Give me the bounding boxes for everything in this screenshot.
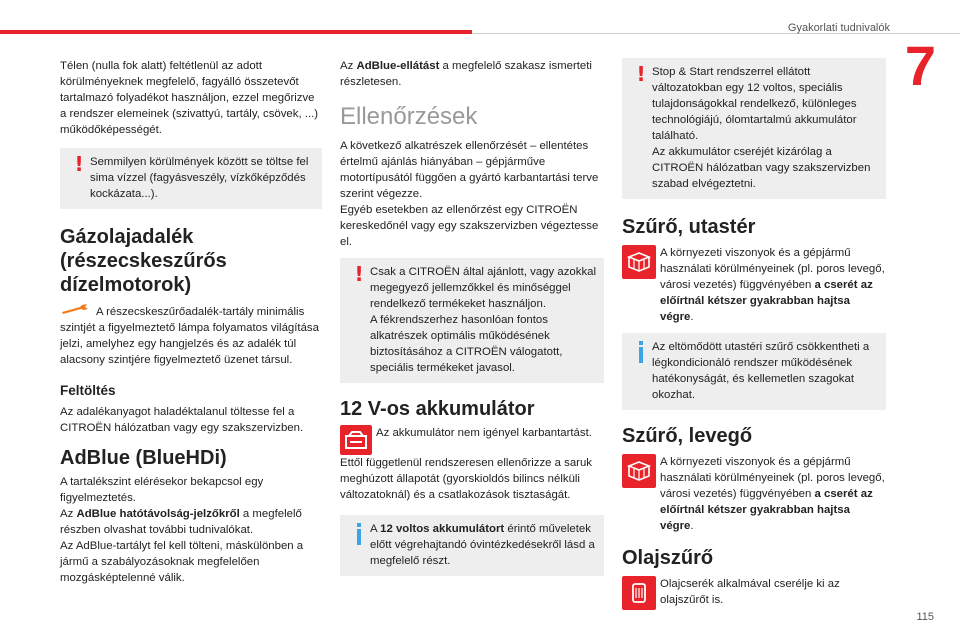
checks-paragraph-2: Egyéb esetekben az ellenőrzést egy CITROËN kereskedőnél vagy egy szakszervizben végeztesse el.	[340, 204, 599, 248]
adblue-paragraph-3: Az AdBlue-tartályt fel kell tölteni, máskülönben a jármű a szabályozásoknak megfelelően mozgásképtelenné válik.	[60, 540, 304, 584]
diesel-additive-block	[60, 303, 322, 368]
oil-filter-icon	[622, 576, 656, 610]
warning-text-2: Az akkumulátor cseréjét kizárólag a CITROËN hálózatban vagy szakszervizben szabad elvégeztetni.	[652, 146, 871, 190]
header-red-bar	[0, 30, 472, 34]
air-filter-block	[622, 454, 886, 534]
page-number: 115	[916, 611, 934, 623]
checks-paragraph-1: A következő alkatrészek ellenőrzését – ellentétes értelmű ajánlás hiányában – gépjárműve motortípusától függően a gyártó karbantartási terve szerint végezze.	[340, 140, 599, 200]
cabin-filter-heading: Szűrő, utastér	[622, 216, 756, 238]
info-text: A 12 voltos akkumulátort érintő műveletek előtt végrehajtandó óvintézkedésekről lásd a megfelelő részt.	[370, 523, 595, 567]
warning-box	[340, 258, 604, 383]
warning-text: Semmilyen körülmények között se töltse fel sima vízzel (fagyásveszély, vízkőképződés kockázata...).	[90, 156, 309, 200]
oil-filter-paragraph: Olajcserék alkalmával cserélje ki az olajszűrőt is.	[660, 578, 840, 606]
column-1	[60, 58, 322, 586]
info-box	[340, 515, 604, 576]
info-icon	[630, 339, 652, 403]
oil-filter-block	[622, 576, 886, 610]
exclamation-warning-icon: !	[74, 152, 84, 176]
diesel-additive-paragraph: A részecskeszűrőadalék-tartály minimális szintjét a figyelmeztető lámpa folyamatos világítása jelzi, amelyhez egy hangjelzés és az adalék túl alacsony szintjére figyelmeztető üzenet társul.	[60, 303, 322, 368]
adblue-fill-paragraph: Az AdBlue-ellátást a megfelelő szakasz ismerteti részletesen.	[340, 60, 592, 88]
battery-block	[340, 425, 604, 455]
info-text: Az eltömődött utastéri szűrő csökkentheti a légkondicionáló rendszer működésének hatékonyságát, és kellemetlen szagokat okozhat.	[652, 341, 870, 401]
warning-text-1: Csak a CITROËN által ajánlott, vagy azokkal megegyező jellemzőkkel és minőséggel rendelkező termékeket használjon.	[370, 266, 597, 310]
column-2	[340, 58, 604, 576]
exclamation-warning-icon: !	[636, 62, 646, 86]
air-filter-heading: Szűrő, levegő	[622, 425, 753, 447]
adblue-paragraph-2: Az AdBlue hatótávolság-jelzőkről a megfelelő részben olvashat további tudnivalókat.	[60, 508, 302, 536]
wrench-icon	[60, 303, 94, 317]
diesel-heading-line2: (részecskeszűrős	[60, 250, 227, 272]
diesel-additive-heading	[60, 225, 322, 297]
exclamation-warning-icon: !	[354, 262, 364, 286]
refill-paragraph: Az adalékanyagot haladéktalanul töltesse fel a CITROËN hálózatban vagy egy szakszervizben.	[60, 406, 304, 434]
info-icon	[348, 521, 370, 569]
air-filter-paragraph: A környezeti viszonyok és a gépjármű használati körülményeinek (pl. poros levegő, városi vezetés) függvényében a cserét az előírtnál kétszer gyakrabban hajtsa végre.	[660, 456, 885, 532]
battery-heading: 12 V-os akkumulátor	[340, 398, 535, 420]
diesel-heading-line3: dízelmotorok)	[60, 274, 192, 296]
diesel-heading-line1: Gázolajadalék	[60, 226, 194, 248]
oil-filter-heading: Olajszűrő	[622, 547, 714, 569]
warning-text-1: Stop & Start rendszerrel ellátott változatokban egy 12 voltos, speciális tulajdonságokkal rendelkező, különleges technológiájú, ólomtartalmú akkumulátor található.	[652, 66, 857, 142]
filter-service-icon	[622, 245, 656, 279]
refill-heading: Feltöltés	[60, 383, 116, 398]
warning-box	[60, 148, 322, 209]
winter-paragraph: Télen (nulla fok alatt) feltétlenül az adott körülményeknek megfelelő, fagyálló összetevőt tartalmazó folyadékot használjon, ezzel megőrizve a rendszer elemeinek (szivattyú, tartály, csövek, ...) működőképességét.	[60, 60, 319, 136]
chapter-number: 7	[904, 34, 936, 97]
section-title: Gyakorlati tudnivalók	[787, 22, 890, 34]
cabin-filter-block	[622, 245, 886, 325]
adblue-paragraph-1: A tartalékszint elérésekor bekapcsol egy figyelmeztetés.	[60, 476, 264, 504]
battery-paragraph-1: Az akkumulátor nem igényel karbantartást.	[376, 427, 592, 439]
filter-service-icon	[622, 454, 656, 488]
filter-service-icon	[340, 425, 372, 455]
battery-paragraph-2: Ettől függetlenül rendszeresen ellenőrizze a saruk meghúzott állapotát (gyorskioldós bilincs nélküli változatoknál) és a csatlakozások tisztaságát.	[340, 457, 593, 501]
info-box	[622, 333, 886, 410]
warning-text-2: A fékrendszerhez hasonlóan fontos alkatrészek optimális működésének biztosításához a CITROËN válogatott, speciális termékeket javasol.	[370, 314, 563, 374]
checks-heading: Ellenőrzések	[340, 103, 478, 130]
adblue-heading: AdBlue (BlueHDi)	[60, 447, 227, 469]
column-3	[622, 58, 886, 610]
cabin-filter-paragraph: A környezeti viszonyok és a gépjármű használati körülményeinek (pl. poros levegő, városi vezetés) függvényében a cserét az előírtnál kétszer gyakrabban hajtsa végre.	[660, 247, 885, 323]
warning-box	[622, 58, 886, 199]
